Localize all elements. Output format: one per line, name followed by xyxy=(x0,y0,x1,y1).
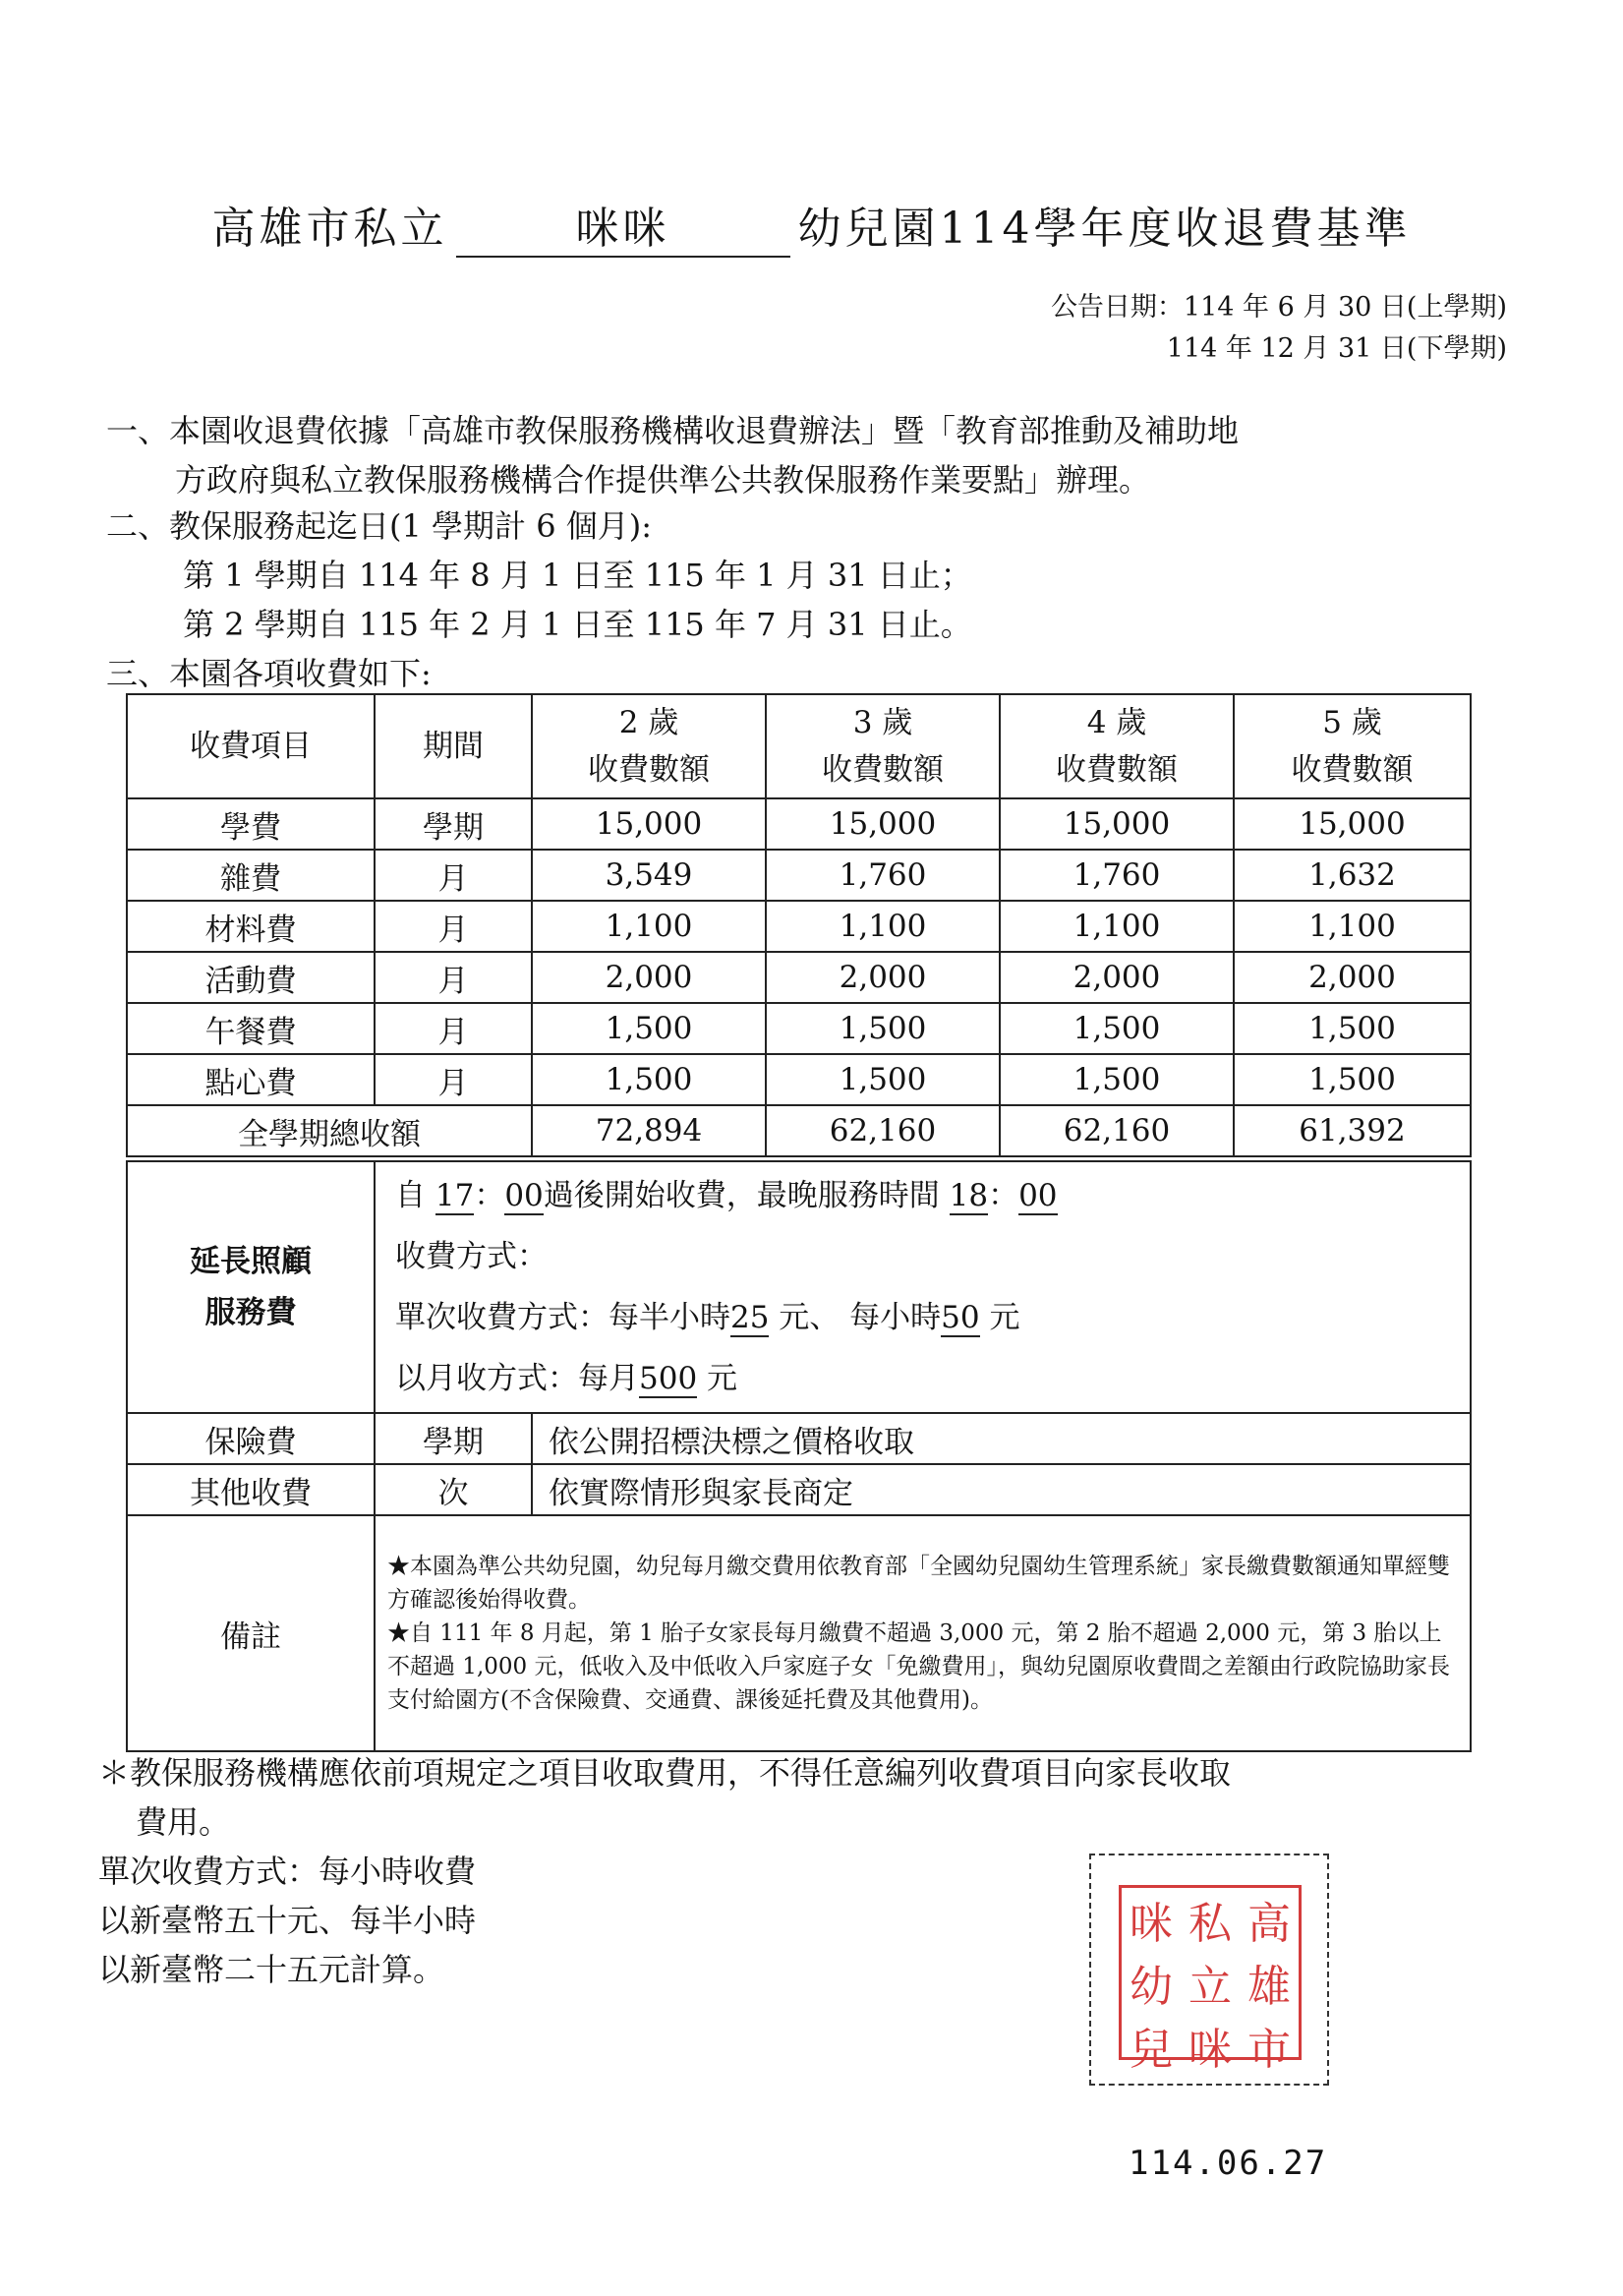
fee-amount: 1,500 xyxy=(1000,1003,1234,1054)
fee-amount: 1,500 xyxy=(766,1054,1000,1105)
remarks-text xyxy=(375,1515,1471,1751)
fee-amount: 2,000 xyxy=(1234,952,1471,1003)
payment-method-heading: 收費方式： xyxy=(395,1239,548,1274)
fee-amount: 1,500 xyxy=(1234,1003,1471,1054)
table-row xyxy=(127,798,1471,850)
table-row xyxy=(127,850,1471,901)
insurance-text: 依公開招標決標之價格收取 xyxy=(532,1413,1471,1464)
text: 元 xyxy=(979,1300,1020,1335)
total-amount: 62,160 xyxy=(766,1105,1000,1156)
fee-amount: 1,760 xyxy=(766,850,1000,901)
text: 以月收方式：每月 xyxy=(395,1361,639,1396)
kindergarten-name: 咪咪 xyxy=(456,193,790,258)
total-label: 全學期總收額 xyxy=(127,1105,532,1156)
total-amount: 72,894 xyxy=(532,1105,766,1156)
fee-amount: 1,760 xyxy=(1000,850,1234,901)
fee-amount: 1,500 xyxy=(1000,1054,1234,1105)
amount-label: 收費數額 xyxy=(588,752,710,788)
seal-char: 兒 xyxy=(1130,2025,1173,2075)
fee-amount: 1,632 xyxy=(1234,850,1471,901)
seal-char: 私 xyxy=(1188,1899,1232,1949)
age-label: 4 歲 xyxy=(1086,705,1147,740)
fee-amount: 1,100 xyxy=(532,901,766,952)
monthly-rate xyxy=(395,1348,1470,1409)
footer-line-5: 以新臺幣二十五元計算。 xyxy=(98,1951,445,1988)
fee-amount: 15,000 xyxy=(1234,798,1471,850)
total-amount: 62,160 xyxy=(1000,1105,1234,1156)
text: ： xyxy=(474,1178,505,1213)
extended-care-table xyxy=(126,1160,1472,1752)
header-period: 期間 xyxy=(375,694,532,798)
footer-line-3: 單次收費方式：每小時收費 xyxy=(98,1853,477,1890)
fee-amount: 15,000 xyxy=(532,798,766,850)
header-age-4 xyxy=(1000,694,1234,798)
fee-amount: 2,000 xyxy=(1000,952,1234,1003)
table-row xyxy=(127,1054,1471,1105)
age-label: 2 歲 xyxy=(618,705,679,740)
section-3 xyxy=(106,649,1522,698)
text: 元、 每小時 xyxy=(769,1300,942,1335)
other-period: 次 xyxy=(375,1464,532,1515)
start-minute: 00 xyxy=(504,1178,544,1213)
fee-amount: 2,000 xyxy=(766,952,1000,1003)
fee-amount: 1,500 xyxy=(532,1003,766,1054)
fee-amount: 2,000 xyxy=(532,952,766,1003)
announce-line-2: 114 年 12 月 31 日(下學期) xyxy=(1166,333,1507,364)
extended-hours xyxy=(395,1165,1470,1226)
kindergarten-seal xyxy=(1119,1885,1302,2075)
fee-item: 雜費 xyxy=(127,850,375,901)
hour-fee: 50 xyxy=(941,1300,980,1335)
title-suffix: 幼兒園114學年度收退費基準 xyxy=(797,204,1412,254)
age-label: 3 歲 xyxy=(852,705,913,740)
header-item: 收費項目 xyxy=(127,694,375,798)
semester-1: 第 1 學期自 114 年 8 月 1 日至 115 年 1 月 31 日止； xyxy=(183,557,972,594)
fee-amount: 1,500 xyxy=(1234,1054,1471,1105)
announcement-date xyxy=(1051,287,1507,370)
seal-char: 咪 xyxy=(1188,2025,1232,2075)
fee-period: 月 xyxy=(375,1054,532,1105)
remarks-label: 備註 xyxy=(127,1515,375,1751)
section-1-line-a: 一、本園收退費依據「高雄市教保服務機構收退費辦法」暨「教育部推動及補助地 xyxy=(106,412,1240,449)
fee-period: 月 xyxy=(375,952,532,1003)
table-row xyxy=(127,901,1471,952)
fee-item: 點心費 xyxy=(127,1054,375,1105)
header-age-2 xyxy=(532,694,766,798)
seal-char: 市 xyxy=(1247,2025,1291,2075)
seal-char: 咪 xyxy=(1130,1899,1173,1949)
table-row xyxy=(127,952,1471,1003)
text: 單次收費方式：每半小時 xyxy=(395,1300,730,1335)
section-2-heading: 二、教保服務起迄日(1 學期計 6 個月): xyxy=(106,507,652,545)
amount-label: 收費數額 xyxy=(822,752,944,788)
document-date: 114.06.27 xyxy=(1129,2144,1328,2183)
fee-amount: 1,500 xyxy=(766,1003,1000,1054)
amount-label: 收費數額 xyxy=(1291,752,1414,788)
remark-2: ★自 111 年 8 月起，第 1 胎子女家長每月繳費不超過 3,000 元，第 2 胎不超過 2,000 元，第 3 胎以上不超過 1,000 元，低收入及中低收入戶家庭子女「免繳費用」，與幼兒園原收費間之差額由行政院協助家長支付給園方(不含保險費、交通費、課後延托費及其他費用)。 xyxy=(387,1620,1450,1713)
start-hour: 17 xyxy=(435,1178,475,1213)
text: 元 xyxy=(697,1361,738,1396)
total-row xyxy=(127,1105,1471,1156)
stamp-box xyxy=(1089,1854,1329,2086)
table-row xyxy=(127,1003,1471,1054)
semester-2: 第 2 學期自 115 年 2 月 1 日至 115 年 7 月 31 日止。 xyxy=(183,606,972,643)
section-1-line-b: 方政府與私立教保服務機構合作提供準公共教保服務作業要點」辦理。 xyxy=(175,461,1151,499)
fee-period: 學期 xyxy=(375,798,532,850)
seal-char: 幼 xyxy=(1130,1962,1173,2012)
fee-item: 材料費 xyxy=(127,901,375,952)
half-hour-fee: 25 xyxy=(730,1300,770,1335)
total-amount: 61,392 xyxy=(1234,1105,1471,1156)
fee-amount: 1,100 xyxy=(766,901,1000,952)
footer-line-4: 以新臺幣五十元、每半小時 xyxy=(98,1902,477,1939)
extended-care-details xyxy=(375,1161,1471,1413)
monthly-fee: 500 xyxy=(639,1361,698,1396)
page-title xyxy=(0,193,1623,258)
footer-line-1: ＊教保服務機構應依前項規定之項目收取費用，不得任意編列收費項目向家長收取 xyxy=(98,1754,1232,1792)
footer-line-2: 費用。 xyxy=(136,1803,231,1841)
fee-amount: 15,000 xyxy=(1000,798,1234,850)
fee-period: 月 xyxy=(375,901,532,952)
extended-care-label xyxy=(127,1161,375,1413)
fee-amount: 1,100 xyxy=(1234,901,1471,952)
other-text: 依實際情形與家長商定 xyxy=(532,1464,1471,1515)
fee-item: 午餐費 xyxy=(127,1003,375,1054)
remarks-row xyxy=(127,1515,1471,1751)
seal-char: 雄 xyxy=(1247,1962,1291,2012)
extended-label-1: 延長照顧 xyxy=(190,1244,312,1279)
insurance-row xyxy=(127,1413,1471,1464)
seal-char: 高 xyxy=(1247,1899,1291,1949)
header-age-3 xyxy=(766,694,1000,798)
section-3-heading: 三、本園各項收費如下: xyxy=(106,655,432,692)
fee-period: 月 xyxy=(375,1003,532,1054)
age-label: 5 歲 xyxy=(1322,705,1382,740)
text: 自 xyxy=(395,1178,435,1213)
fee-table xyxy=(126,693,1472,1157)
fee-amount: 15,000 xyxy=(766,798,1000,850)
fee-amount: 1,100 xyxy=(1000,901,1234,952)
per-session-rate xyxy=(395,1287,1470,1348)
fee-period: 月 xyxy=(375,850,532,901)
fee-item: 學費 xyxy=(127,798,375,850)
text: 過後開始收費，最晚服務時間 xyxy=(543,1178,950,1213)
other-label: 其他收費 xyxy=(127,1464,375,1515)
seal-char: 立 xyxy=(1188,1962,1232,2012)
section-2 xyxy=(106,501,1522,649)
fee-item: 活動費 xyxy=(127,952,375,1003)
end-minute: 00 xyxy=(1018,1178,1058,1213)
insurance-period: 學期 xyxy=(375,1413,532,1464)
fee-amount: 3,549 xyxy=(532,850,766,901)
amount-label: 收費數額 xyxy=(1056,752,1178,788)
header-age-5 xyxy=(1234,694,1471,798)
fee-table-header xyxy=(127,694,1471,798)
end-hour: 18 xyxy=(949,1178,989,1213)
other-row xyxy=(127,1464,1471,1515)
fee-amount: 1,500 xyxy=(532,1054,766,1105)
extended-label-2: 服務費 xyxy=(204,1295,297,1330)
remark-1: ★本園為準公共幼兒園，幼兒每月繳交費用依教育部「全國幼兒園幼生管理系統」家長繳費數額通知單經雙方確認後始得收費。 xyxy=(387,1554,1450,1613)
text: ： xyxy=(988,1178,1019,1213)
section-1 xyxy=(106,406,1522,504)
insurance-label: 保險費 xyxy=(127,1413,375,1464)
announce-line-1: 公告日期：114 年 6 月 30 日(上學期) xyxy=(1050,292,1507,323)
title-prefix: 高雄市私立 xyxy=(211,204,448,254)
